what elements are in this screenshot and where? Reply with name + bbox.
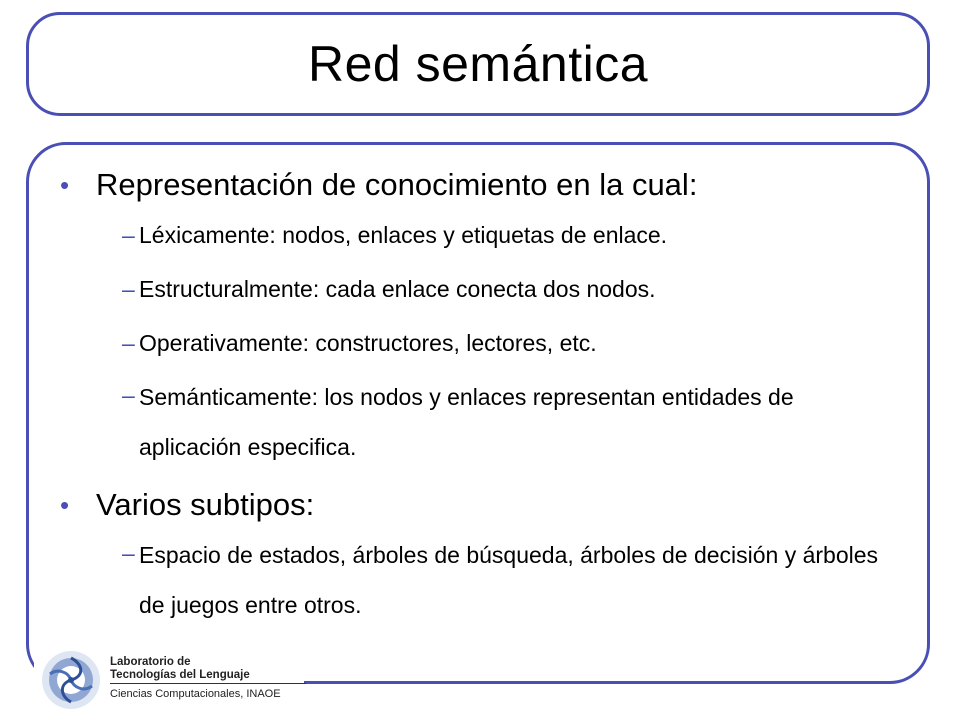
bullet-text: Varios subtipos: [96,487,315,522]
dash-icon: – [122,540,135,566]
lab-logo [34,648,304,712]
sub-bullet-text: Semánticamente: los nodos y enlaces representan entidades de aplicación especifica. [139,384,794,460]
title-frame [26,12,930,116]
bullet-icon: • [60,170,70,200]
lab-logo-icon [38,648,104,712]
dash-icon: – [122,330,135,356]
sub-bullet-text: Léxicamente: nodos, enlaces y etiquetas de enlace. [139,222,668,248]
lab-logo-text [110,656,306,700]
lab-affiliation: Ciencias Computacionales, INAOE [110,688,281,700]
dash-icon: – [122,382,135,408]
sub-bullet-item [60,262,900,316]
bullet-text: Representación de conocimiento en la cual: [96,167,698,202]
bullet-icon: • [60,490,70,520]
sub-bullet-item [60,370,900,474]
bullet-list [60,162,900,632]
logo-divider [110,683,306,684]
dash-icon: – [122,276,135,302]
sub-bullet-item [60,316,900,370]
bullet-item [60,162,900,208]
sub-bullet-item [60,528,900,632]
lab-name-line2: Tecnologías del Lenguaje [110,669,250,681]
sub-bullet-text: Operativamente: constructores, lectores, etc. [139,330,597,356]
sub-bullet-item [60,208,900,262]
sub-bullet-text: Espacio de estados, árboles de búsqueda, árboles de decisión y árboles de juegos entre otros. [139,542,879,618]
slide-title: Red semántica [308,36,648,92]
sub-bullet-text: Estructuralmente: cada enlace conecta dos nodos. [139,276,656,302]
bullet-item [60,482,900,528]
dash-icon: – [122,222,135,248]
lab-name-line1: Laboratorio de [110,656,191,668]
